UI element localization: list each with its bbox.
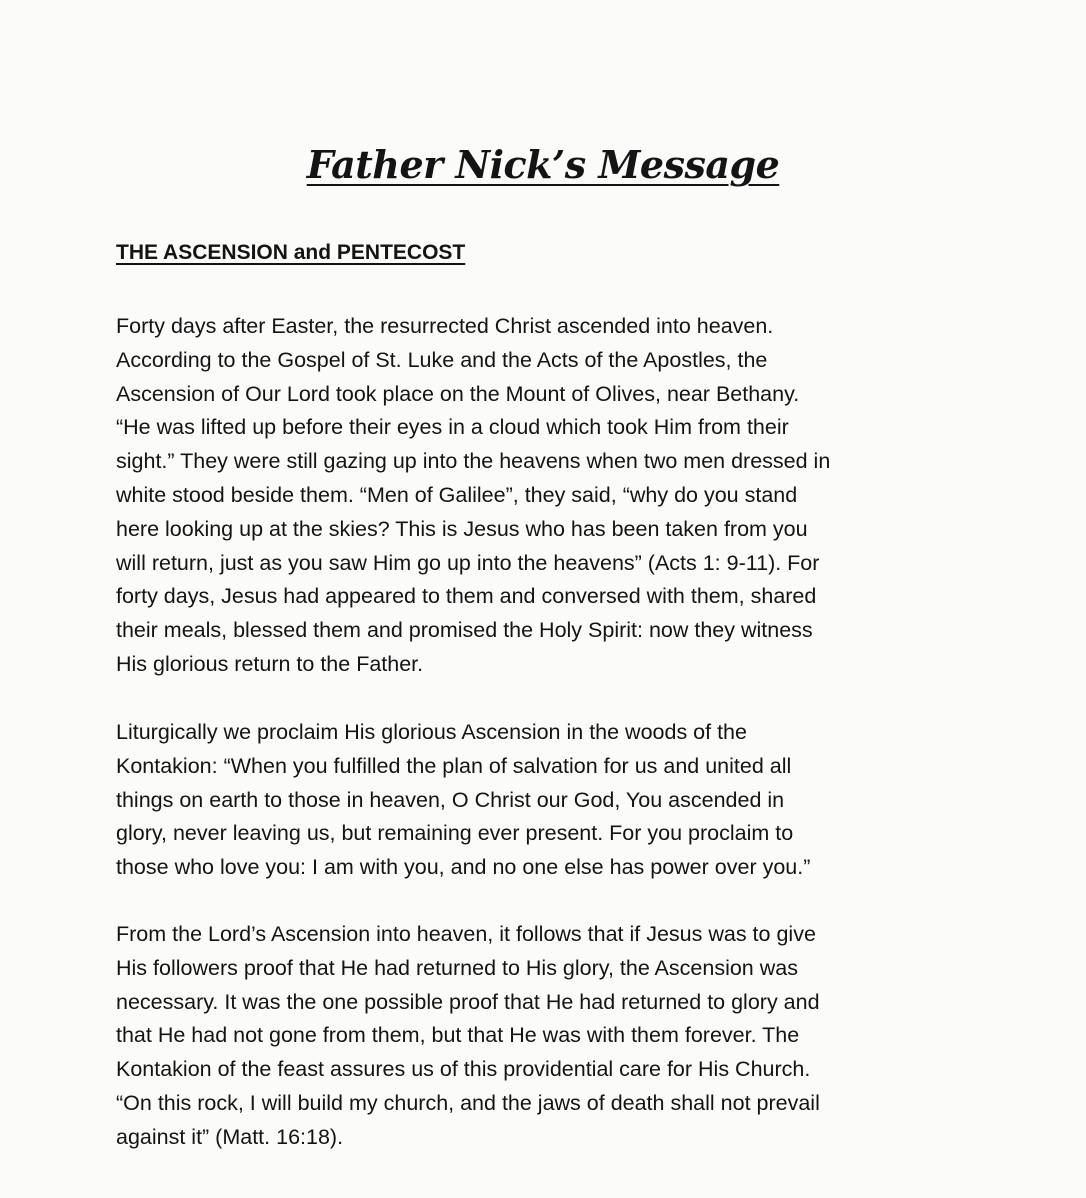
text-line: Kontakion of the feast assures us of this providential care for His Church. <box>116 1057 811 1082</box>
section-heading: THE ASCENSION and PENTECOST <box>116 241 466 264</box>
text-line: His followers proof that He had returned to His glory, the Ascension was <box>116 955 798 980</box>
paragraph-proof <box>116 918 986 1155</box>
text-line: those who love you: I am with you, and no one else has power over you.” <box>116 855 811 880</box>
text-line: white stood beside them. “Men of Galilee”, they said, “why do you stand <box>116 482 798 507</box>
text-line: against it” (Matt. 16:18). <box>116 1124 344 1149</box>
text-line: sight.” They were still gazing up into the heavens when two men dressed in <box>116 449 831 474</box>
paragraph-kontakion <box>116 716 986 885</box>
text-line: their meals, blessed them and promised the Holy Spirit: now they witness <box>116 618 813 643</box>
text-line: glory, never leaving us, but remaining ever present. For you proclaim to <box>116 821 794 846</box>
page-title-text: Father Nick’s Message <box>306 142 780 187</box>
text-line: Kontakion: “When you fulfilled the plan of salvation for us and united all <box>116 753 792 778</box>
text-line: here looking up at the skies? This is Jesus who has been taken from you <box>116 516 808 541</box>
text-line: According to the Gospel of St. Luke and the Acts of the Apostles, the <box>116 347 768 372</box>
text-line: From the Lord’s Ascension into heaven, it follows that if Jesus was to give <box>116 922 816 946</box>
paragraph-ascension <box>116 310 986 682</box>
text-line: that He had not gone from them, but that He was with them forever. The <box>116 1023 800 1048</box>
text-line: His glorious return to the Father. <box>116 651 424 676</box>
text-line: forty days, Jesus had appeared to them and conversed with them, shared <box>116 584 817 609</box>
text-line: necessary. It was the one possible proof that He had returned to glory and <box>116 989 820 1014</box>
text-line: Forty days after Easter, the resurrected Christ ascended into heaven. <box>116 314 774 338</box>
text-line: “He was lifted up before their eyes in a cloud which took Him from their <box>116 415 789 440</box>
page-title <box>0 138 1086 192</box>
text-line: will return, just as you saw Him go up into the heavens” (Acts 1: 9-11). For <box>116 550 820 575</box>
text-line: Ascension of Our Lord took place on the Mount of Olives, near Bethany. <box>116 381 800 406</box>
text-line: things on earth to those in heaven, O Christ our God, You ascended in <box>116 787 785 812</box>
text-line: “On this rock, I will build my church, and the jaws of death shall not prevail <box>116 1090 820 1115</box>
text-line: Liturgically we proclaim His glorious Ascension in the woods of the <box>116 720 747 744</box>
